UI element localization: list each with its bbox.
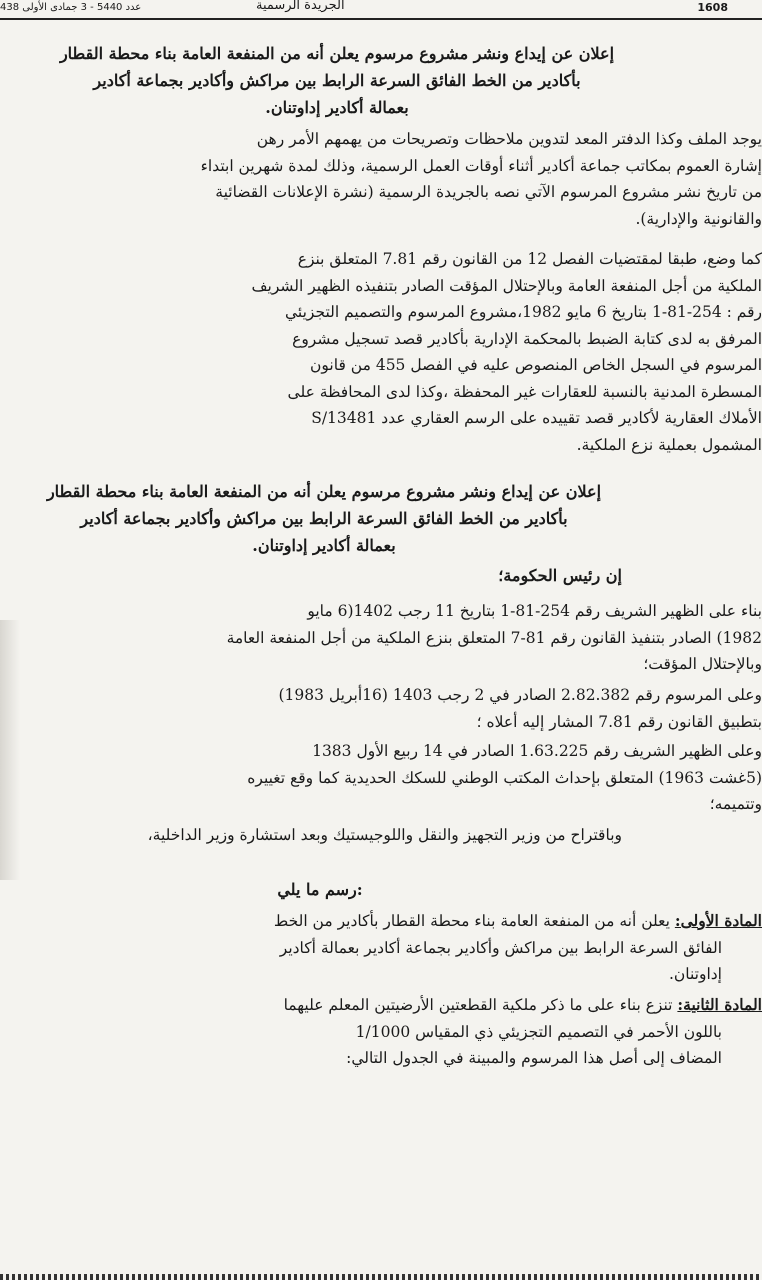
text-line: كما وضع، طبقا لمقتضيات الفصل 12 من القانون رقم 7.81 المتعلق بنزع <box>297 250 762 268</box>
text-line: إداوتنان. <box>668 965 722 983</box>
issue-info: عدد 5440 - 3 جمادى الأولى 438 <box>0 2 142 13</box>
text-line: الأملاك العقارية لأكادير قصد تقييده على الرسم العقاري عدد S/13481 <box>311 409 762 427</box>
article-2 <box>10 992 762 1072</box>
notice1-para1 <box>10 126 762 232</box>
text-line: وتتميمه؛ <box>709 795 762 813</box>
title-line: بعمالة أكادير إداوتنان. <box>252 536 396 555</box>
text-line: المسطرة المدنية بالنسبة للعقارات غير المحفظة ،وكذا لدى المحافظة على <box>287 382 762 401</box>
page-number: 1608 <box>697 1 728 14</box>
journal-title: الجريدة الرسمية <box>256 0 345 13</box>
article-1 <box>10 908 762 988</box>
text-line <box>10 992 762 1019</box>
scan-bottom-edge <box>0 1274 762 1280</box>
text-line: بناء على الظهير الشريف رقم 254-81-1 بتاريخ 11 رجب 1402(6 مايو <box>307 602 762 620</box>
title-line: بأكادير من الخط الفائق السرعة الرابط بين مراكش وأكادير بجماعة أكادير <box>80 509 568 528</box>
title-line: إعلان عن إيداع ونشر مشروع مرسوم يعلن أنه من المنفعة العامة بناء محطة القطار <box>46 482 602 501</box>
text-line: وعلى الظهير الشريف رقم 1.63.225 الصادر في 14 ربيع الأول 1383 <box>312 742 762 760</box>
text-line: بتطبيق القانون رقم 7.81 المشار إليه أعلاه ؛ <box>476 712 762 731</box>
text-line: رقم : 254-81-1 بتاريخ 6 مايو 1982،مشروع المرسوم والتصميم التجزيئي <box>284 303 762 321</box>
text-line: من تاريخ نشر مشروع المرسوم الآتي نصه بالجريدة الرسمية (نشرة الإعلانات القضائية <box>215 183 762 201</box>
notice2-p3 <box>10 738 762 818</box>
decree-heading: رسم ما يلي: <box>277 880 363 899</box>
text-line: المشمول بعملية نزع الملكية. <box>576 435 762 454</box>
article-1-text: يعلن أنه من المنفعة العامة بناء محطة القطار بأكادير من الخط <box>273 912 675 930</box>
notice1-para2 <box>10 246 762 458</box>
text-line: 1982) الصادر بتنفيذ القانون رقم 81-7 المتعلق بنزع الملكية من أجل المنفعة العامة <box>226 628 762 647</box>
title-line: إعلان عن إيداع ونشر مشروع مرسوم يعلن أنه من المنفعة العامة بناء محطة القطار <box>59 44 615 63</box>
notice1-title <box>27 40 647 121</box>
text-line: وبالإحتلال المؤقت؛ <box>643 655 762 673</box>
notice2-p1 <box>10 598 762 678</box>
text-line <box>10 908 762 935</box>
text-line: الملكية من أجل المنفعة العامة وبالإحتلال المؤقت الصادر بتنفيذه الظهير الشريف <box>251 276 762 295</box>
text-line: باللون الأحمر في التصميم التجزيئي ذي المقياس 1/1000 <box>355 1022 722 1041</box>
text-line: المرسوم في السجل الخاص المنصوص عليه في الفصل 455 من قانون <box>310 356 762 374</box>
page-header <box>0 0 762 20</box>
article-2-label: المادة الثانية: <box>677 995 762 1014</box>
text-line: وباقتراح من وزير التجهيز والنقل واللوجيستيك وبعد استشارة وزير الداخلية، <box>147 826 622 844</box>
article-2-text: تنزع بناء على ما ذكر ملكية القطعتين الأرضيتين المعلم عليهما <box>283 996 678 1014</box>
text-line: المضاف إلى أصل هذا المرسوم والمبينة في الجدول التالي: <box>346 1049 722 1067</box>
title-line: بأكادير من الخط الفائق السرعة الرابط بين مراكش وأكادير بجماعة أكادير <box>93 71 581 90</box>
text-line: وعلى المرسوم رقم 2.82.382 الصادر في 2 رجب 1403 (16أبريل 1983) <box>278 686 762 704</box>
text-line: (5غشت 1963) المتعلق بإحداث المكتب الوطني للسكك الحديدية كما وقع تغييره <box>247 768 762 787</box>
section-heading: إن رئيس الحكومة؛ <box>498 566 622 585</box>
article-1-label: المادة الأولى: <box>674 911 762 930</box>
title-line: بعمالة أكادير إداوتنان. <box>265 98 409 117</box>
text-line: الفائق السرعة الرابط بين مراكش وأكادير بجماعة أكادير بعمالة أكادير <box>279 938 722 957</box>
notice2-p4 <box>22 822 622 849</box>
text-line: إشارة العموم بمكاتب جماعة أكادير أثناء أوقات العمل الرسمية، وذلك لمدة شهرين ابتداء <box>200 156 762 175</box>
text-line: يوجد الملف وكذا الدفتر المعد لتدوين ملاحظات وتصريحات من يهمهم الأمر رهن <box>256 130 762 148</box>
notice2-p2 <box>10 682 762 735</box>
notice2-title <box>14 478 634 559</box>
text-line: المرفق به لدى كتابة الضبط بالمحكمة الإدارية بأكادير قصد تسجيل مشروع <box>292 329 762 348</box>
text-line: والقانونية والإدارية). <box>635 209 762 228</box>
